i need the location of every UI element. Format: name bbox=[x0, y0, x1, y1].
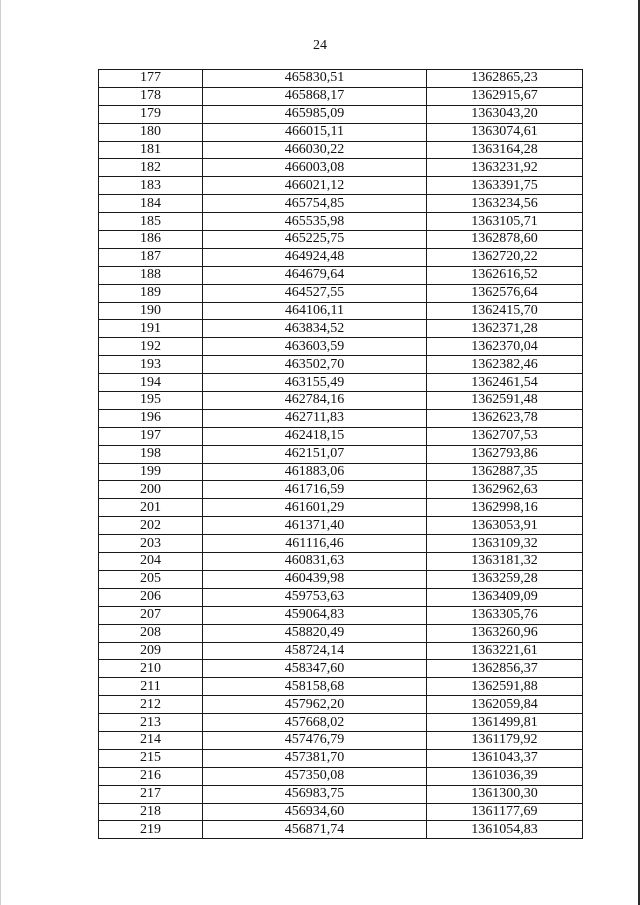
x-coordinate-cell: 457381,70 bbox=[203, 749, 427, 767]
table-row bbox=[99, 427, 583, 445]
table-row bbox=[99, 553, 583, 571]
y-coordinate-cell: 1362856,37 bbox=[427, 660, 583, 678]
x-coordinate-cell: 461116,46 bbox=[203, 535, 427, 553]
x-coordinate-cell: 461716,59 bbox=[203, 481, 427, 499]
point-number-cell: 207 bbox=[99, 606, 203, 624]
point-number-cell: 216 bbox=[99, 767, 203, 785]
y-coordinate-cell: 1361300,30 bbox=[427, 785, 583, 803]
point-number-cell: 188 bbox=[99, 266, 203, 284]
table-row bbox=[99, 177, 583, 195]
point-number-cell: 204 bbox=[99, 553, 203, 571]
table-row bbox=[99, 409, 583, 427]
table-row bbox=[99, 392, 583, 410]
point-number-cell: 211 bbox=[99, 678, 203, 696]
table-row bbox=[99, 445, 583, 463]
x-coordinate-cell: 462784,16 bbox=[203, 392, 427, 410]
table-row bbox=[99, 320, 583, 338]
table-row bbox=[99, 696, 583, 714]
table-row bbox=[99, 141, 583, 159]
x-coordinate-cell: 466030,22 bbox=[203, 141, 427, 159]
y-coordinate-cell: 1361054,83 bbox=[427, 821, 583, 839]
y-coordinate-cell: 1363164,28 bbox=[427, 141, 583, 159]
table-row bbox=[99, 803, 583, 821]
table-row bbox=[99, 749, 583, 767]
table-row bbox=[99, 374, 583, 392]
y-coordinate-cell: 1362616,52 bbox=[427, 266, 583, 284]
point-number-cell: 195 bbox=[99, 392, 203, 410]
table-row bbox=[99, 70, 583, 88]
y-coordinate-cell: 1362998,16 bbox=[427, 499, 583, 517]
table-row bbox=[99, 821, 583, 839]
point-number-cell: 177 bbox=[99, 70, 203, 88]
x-coordinate-cell: 458820,49 bbox=[203, 624, 427, 642]
x-coordinate-cell: 464527,55 bbox=[203, 284, 427, 302]
table-row bbox=[99, 123, 583, 141]
coordinates-table bbox=[98, 69, 583, 839]
y-coordinate-cell: 1362623,78 bbox=[427, 409, 583, 427]
x-coordinate-cell: 463155,49 bbox=[203, 374, 427, 392]
point-number-cell: 212 bbox=[99, 696, 203, 714]
point-number-cell: 196 bbox=[99, 409, 203, 427]
table-row bbox=[99, 535, 583, 553]
y-coordinate-cell: 1363259,28 bbox=[427, 570, 583, 588]
point-number-cell: 198 bbox=[99, 445, 203, 463]
table-row bbox=[99, 356, 583, 374]
table-row bbox=[99, 517, 583, 535]
table-row bbox=[99, 481, 583, 499]
y-coordinate-cell: 1362793,86 bbox=[427, 445, 583, 463]
y-coordinate-cell: 1361036,39 bbox=[427, 767, 583, 785]
table-row bbox=[99, 570, 583, 588]
x-coordinate-cell: 461883,06 bbox=[203, 463, 427, 481]
x-coordinate-cell: 457476,79 bbox=[203, 731, 427, 749]
x-coordinate-cell: 463834,52 bbox=[203, 320, 427, 338]
table-row bbox=[99, 624, 583, 642]
y-coordinate-cell: 1362370,04 bbox=[427, 338, 583, 356]
y-coordinate-cell: 1363231,92 bbox=[427, 159, 583, 177]
y-coordinate-cell: 1362371,28 bbox=[427, 320, 583, 338]
table-row bbox=[99, 338, 583, 356]
y-coordinate-cell: 1363305,76 bbox=[427, 606, 583, 624]
y-coordinate-cell: 1363391,75 bbox=[427, 177, 583, 195]
point-number-cell: 214 bbox=[99, 731, 203, 749]
table-row bbox=[99, 642, 583, 660]
y-coordinate-cell: 1362591,48 bbox=[427, 392, 583, 410]
point-number-cell: 191 bbox=[99, 320, 203, 338]
point-number-cell: 178 bbox=[99, 87, 203, 105]
y-coordinate-cell: 1362865,23 bbox=[427, 70, 583, 88]
x-coordinate-cell: 462151,07 bbox=[203, 445, 427, 463]
x-coordinate-cell: 465535,98 bbox=[203, 213, 427, 231]
point-number-cell: 218 bbox=[99, 803, 203, 821]
x-coordinate-cell: 465225,75 bbox=[203, 231, 427, 249]
table-row bbox=[99, 714, 583, 732]
x-coordinate-cell: 463502,70 bbox=[203, 356, 427, 374]
table-row bbox=[99, 248, 583, 266]
y-coordinate-cell: 1363221,61 bbox=[427, 642, 583, 660]
y-coordinate-cell: 1363043,20 bbox=[427, 105, 583, 123]
y-coordinate-cell: 1363074,61 bbox=[427, 123, 583, 141]
x-coordinate-cell: 460831,63 bbox=[203, 553, 427, 571]
point-number-cell: 201 bbox=[99, 499, 203, 517]
point-number-cell: 202 bbox=[99, 517, 203, 535]
table-row bbox=[99, 678, 583, 696]
x-coordinate-cell: 466021,12 bbox=[203, 177, 427, 195]
point-number-cell: 183 bbox=[99, 177, 203, 195]
table-row bbox=[99, 767, 583, 785]
point-number-cell: 206 bbox=[99, 588, 203, 606]
point-number-cell: 197 bbox=[99, 427, 203, 445]
y-coordinate-cell: 1362415,70 bbox=[427, 302, 583, 320]
y-coordinate-cell: 1362887,35 bbox=[427, 463, 583, 481]
y-coordinate-cell: 1362576,64 bbox=[427, 284, 583, 302]
x-coordinate-cell: 466015,11 bbox=[203, 123, 427, 141]
x-coordinate-cell: 464106,11 bbox=[203, 302, 427, 320]
x-coordinate-cell: 465830,51 bbox=[203, 70, 427, 88]
point-number-cell: 210 bbox=[99, 660, 203, 678]
y-coordinate-cell: 1363053,91 bbox=[427, 517, 583, 535]
x-coordinate-cell: 465754,85 bbox=[203, 195, 427, 213]
scan-edge-left bbox=[0, 0, 1, 905]
point-number-cell: 185 bbox=[99, 213, 203, 231]
point-number-cell: 182 bbox=[99, 159, 203, 177]
x-coordinate-cell: 463603,59 bbox=[203, 338, 427, 356]
x-coordinate-cell: 457962,20 bbox=[203, 696, 427, 714]
x-coordinate-cell: 456871,74 bbox=[203, 821, 427, 839]
x-coordinate-cell: 456934,60 bbox=[203, 803, 427, 821]
x-coordinate-cell: 465985,09 bbox=[203, 105, 427, 123]
table-row bbox=[99, 213, 583, 231]
table-row bbox=[99, 87, 583, 105]
point-number-cell: 179 bbox=[99, 105, 203, 123]
x-coordinate-cell: 465868,17 bbox=[203, 87, 427, 105]
table-row bbox=[99, 588, 583, 606]
x-coordinate-cell: 462711,83 bbox=[203, 409, 427, 427]
x-coordinate-cell: 459064,83 bbox=[203, 606, 427, 624]
x-coordinate-cell: 457668,02 bbox=[203, 714, 427, 732]
point-number-cell: 203 bbox=[99, 535, 203, 553]
y-coordinate-cell: 1361043,37 bbox=[427, 749, 583, 767]
point-number-cell: 184 bbox=[99, 195, 203, 213]
x-coordinate-cell: 458158,68 bbox=[203, 678, 427, 696]
y-coordinate-cell: 1362707,53 bbox=[427, 427, 583, 445]
x-coordinate-cell: 458347,60 bbox=[203, 660, 427, 678]
x-coordinate-cell: 464924,48 bbox=[203, 248, 427, 266]
x-coordinate-cell: 457350,08 bbox=[203, 767, 427, 785]
table-row bbox=[99, 195, 583, 213]
x-coordinate-cell: 459753,63 bbox=[203, 588, 427, 606]
y-coordinate-cell: 1363409,09 bbox=[427, 588, 583, 606]
table-row bbox=[99, 731, 583, 749]
coordinates-table-body bbox=[99, 70, 583, 839]
x-coordinate-cell: 466003,08 bbox=[203, 159, 427, 177]
table-row bbox=[99, 785, 583, 803]
point-number-cell: 213 bbox=[99, 714, 203, 732]
point-number-cell: 192 bbox=[99, 338, 203, 356]
x-coordinate-cell: 462418,15 bbox=[203, 427, 427, 445]
point-number-cell: 181 bbox=[99, 141, 203, 159]
point-number-cell: 193 bbox=[99, 356, 203, 374]
point-number-cell: 217 bbox=[99, 785, 203, 803]
y-coordinate-cell: 1362059,84 bbox=[427, 696, 583, 714]
point-number-cell: 189 bbox=[99, 284, 203, 302]
table-row bbox=[99, 463, 583, 481]
x-coordinate-cell: 461601,29 bbox=[203, 499, 427, 517]
table-row bbox=[99, 231, 583, 249]
table-row bbox=[99, 499, 583, 517]
y-coordinate-cell: 1362720,22 bbox=[427, 248, 583, 266]
point-number-cell: 186 bbox=[99, 231, 203, 249]
y-coordinate-cell: 1362878,60 bbox=[427, 231, 583, 249]
y-coordinate-cell: 1362461,54 bbox=[427, 374, 583, 392]
point-number-cell: 194 bbox=[99, 374, 203, 392]
table-row bbox=[99, 105, 583, 123]
point-number-cell: 199 bbox=[99, 463, 203, 481]
point-number-cell: 205 bbox=[99, 570, 203, 588]
y-coordinate-cell: 1363109,32 bbox=[427, 535, 583, 553]
y-coordinate-cell: 1362382,46 bbox=[427, 356, 583, 374]
x-coordinate-cell: 458724,14 bbox=[203, 642, 427, 660]
point-number-cell: 219 bbox=[99, 821, 203, 839]
x-coordinate-cell: 460439,98 bbox=[203, 570, 427, 588]
point-number-cell: 209 bbox=[99, 642, 203, 660]
point-number-cell: 200 bbox=[99, 481, 203, 499]
table-row bbox=[99, 159, 583, 177]
y-coordinate-cell: 1363105,71 bbox=[427, 213, 583, 231]
y-coordinate-cell: 1362591,88 bbox=[427, 678, 583, 696]
point-number-cell: 180 bbox=[99, 123, 203, 141]
x-coordinate-cell: 461371,40 bbox=[203, 517, 427, 535]
y-coordinate-cell: 1361499,81 bbox=[427, 714, 583, 732]
table-row bbox=[99, 660, 583, 678]
page-number: 24 bbox=[313, 38, 327, 53]
table-row bbox=[99, 266, 583, 284]
table-row bbox=[99, 606, 583, 624]
y-coordinate-cell: 1362915,67 bbox=[427, 87, 583, 105]
y-coordinate-cell: 1363260,96 bbox=[427, 624, 583, 642]
y-coordinate-cell: 1361177,69 bbox=[427, 803, 583, 821]
y-coordinate-cell: 1361179,92 bbox=[427, 731, 583, 749]
x-coordinate-cell: 456983,75 bbox=[203, 785, 427, 803]
y-coordinate-cell: 1362962,63 bbox=[427, 481, 583, 499]
point-number-cell: 215 bbox=[99, 749, 203, 767]
point-number-cell: 208 bbox=[99, 624, 203, 642]
x-coordinate-cell: 464679,64 bbox=[203, 266, 427, 284]
table-row bbox=[99, 284, 583, 302]
point-number-cell: 190 bbox=[99, 302, 203, 320]
y-coordinate-cell: 1363181,32 bbox=[427, 553, 583, 571]
table-row bbox=[99, 302, 583, 320]
y-coordinate-cell: 1363234,56 bbox=[427, 195, 583, 213]
point-number-cell: 187 bbox=[99, 248, 203, 266]
